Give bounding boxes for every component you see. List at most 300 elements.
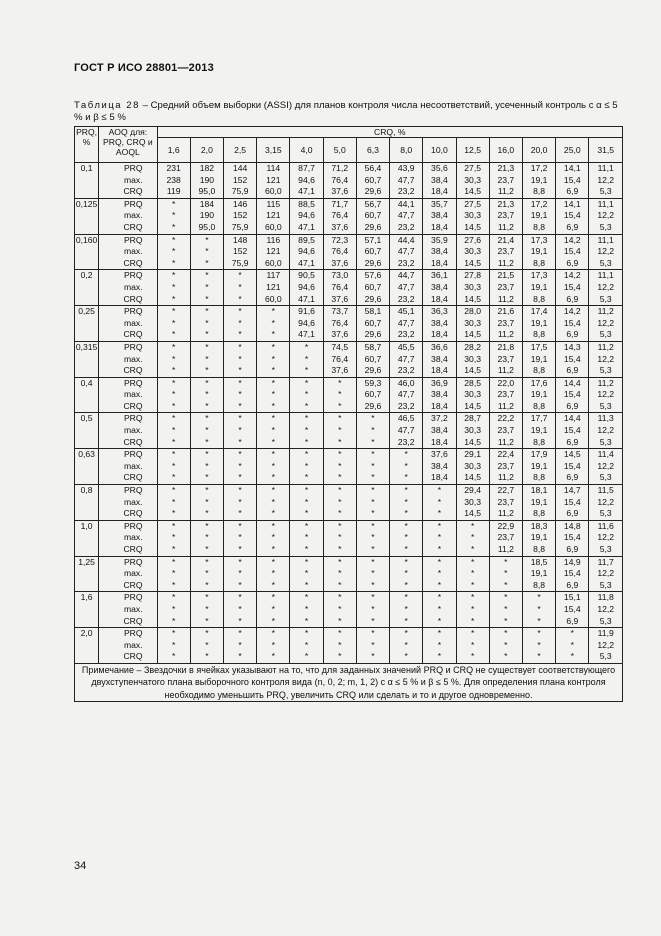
cell-value: * — [404, 496, 408, 507]
data-cell — [556, 377, 589, 413]
cell-value: 11,4 — [597, 449, 614, 460]
data-cell — [489, 592, 522, 628]
cell-value: 17,7 — [530, 413, 548, 424]
cell-value: * — [238, 365, 242, 376]
cell-value: 36,9 — [431, 377, 448, 388]
cell-value: 21,4 — [497, 234, 515, 245]
cell-value: * — [338, 400, 342, 411]
data-cell — [323, 592, 356, 628]
data-cell — [157, 234, 190, 270]
cell-value: * — [437, 496, 442, 507]
cell-value: * — [304, 520, 309, 531]
data-cell — [556, 198, 589, 234]
cell-value: 11,2 — [497, 257, 514, 268]
cell-value: 8,8 — [533, 544, 546, 554]
cell-value: 11,9 — [597, 628, 614, 639]
cell-value: * — [338, 568, 342, 579]
cell-value: 30,3 — [464, 317, 481, 328]
cell-value: * — [238, 306, 242, 317]
data-cell — [157, 306, 190, 342]
data-cell — [157, 592, 190, 628]
cell-value: * — [338, 532, 342, 543]
data-cell — [290, 234, 323, 270]
row-label: max. — [123, 317, 143, 328]
cell-value: * — [205, 472, 209, 483]
cell-value: * — [205, 496, 209, 507]
cell-value: * — [171, 651, 176, 662]
cell-value: 23,7 — [497, 389, 515, 400]
cell-value: 17,4 — [530, 306, 548, 317]
cell-value: 47,1 — [298, 293, 315, 304]
cell-value: * — [205, 651, 209, 662]
data-cell — [589, 449, 623, 485]
cell-value: * — [238, 413, 242, 424]
data-cell — [589, 377, 623, 413]
cell-value: * — [338, 508, 342, 519]
cell-value: * — [570, 651, 574, 662]
cell-value: * — [504, 579, 508, 590]
cell-value: 14,5 — [464, 293, 481, 304]
cell-value: * — [271, 568, 275, 579]
cell-value: * — [338, 520, 342, 531]
cell-value: 11,1 — [597, 234, 614, 245]
data-cell — [190, 198, 223, 234]
prq-value-cell: 1,0 — [75, 520, 99, 556]
cell-value: * — [205, 460, 209, 471]
data-cell — [390, 449, 423, 485]
cell-value: 57,6 — [364, 270, 382, 281]
cell-value: * — [304, 365, 309, 376]
data-cell — [356, 556, 389, 592]
cell-value: 35,9 — [431, 234, 448, 245]
cell-value: 12,2 — [597, 460, 615, 471]
row-labels-cell — [99, 234, 157, 270]
cell-value: 56,4 — [364, 163, 382, 173]
table-row — [75, 485, 623, 521]
cell-value: 23,7 — [497, 246, 515, 257]
cell-value: 19,1 — [530, 353, 548, 364]
cell-value: 15,4 — [563, 568, 581, 579]
data-cell — [522, 341, 555, 377]
cell-value: * — [238, 628, 242, 639]
cell-value: 6,9 — [566, 544, 579, 554]
cell-value: 21,5 — [497, 270, 515, 281]
row-label: CRQ — [123, 329, 143, 340]
cell-value: 19,1 — [530, 460, 548, 471]
data-cell — [423, 163, 456, 199]
cell-value: 14,4 — [563, 377, 581, 388]
table-row — [75, 341, 623, 377]
data-cell — [323, 413, 356, 449]
cell-value: * — [171, 353, 176, 364]
cell-value: * — [238, 651, 242, 662]
row-label: CRQ — [123, 186, 143, 197]
cell-value: 27,6 — [464, 234, 481, 245]
data-cell — [190, 628, 223, 664]
cell-value: 23,7 — [497, 460, 515, 471]
cell-value: 35,7 — [431, 198, 448, 209]
data-cell — [356, 306, 389, 342]
cell-value: 12,2 — [597, 353, 615, 364]
data-cell — [157, 270, 190, 306]
cell-value: 36,1 — [431, 270, 448, 281]
cell-value: 238 — [166, 174, 181, 185]
cell-value: 11,8 — [597, 592, 614, 603]
cell-value: * — [205, 341, 209, 352]
cell-value: * — [238, 329, 242, 340]
data-cell — [190, 449, 223, 485]
data-cell — [290, 377, 323, 413]
row-label: max. — [123, 460, 143, 471]
prq-value-cell: 2,0 — [75, 628, 99, 664]
data-cell — [190, 413, 223, 449]
cell-value: 14,5 — [464, 329, 481, 340]
cell-value: * — [537, 603, 541, 614]
cell-value: 11,2 — [497, 221, 514, 232]
data-cell — [323, 198, 356, 234]
cell-value: 23,7 — [497, 210, 515, 221]
cell-value: 91,6 — [298, 306, 315, 317]
cell-value: 22,9 — [497, 520, 515, 531]
cell-value: * — [437, 592, 442, 603]
data-cell — [390, 628, 423, 664]
cell-value: 28,2 — [464, 341, 481, 352]
data-cell — [456, 234, 489, 270]
cell-value: 18,4 — [431, 472, 448, 483]
cell-value: * — [338, 496, 342, 507]
cell-value: * — [304, 472, 309, 483]
data-cell — [257, 413, 290, 449]
cell-value: * — [171, 508, 176, 519]
cell-value: 18,4 — [431, 257, 448, 268]
data-cell — [290, 163, 323, 199]
cell-value: * — [338, 472, 342, 483]
data-cell — [522, 234, 555, 270]
cell-value: 47,1 — [298, 329, 315, 340]
data-cell — [522, 449, 555, 485]
cell-value: * — [271, 400, 275, 411]
cell-value: 23,2 — [397, 221, 415, 232]
data-cell — [456, 628, 489, 664]
row-label: CRQ — [123, 651, 143, 662]
data-cell — [589, 234, 623, 270]
cell-value: * — [437, 628, 442, 639]
assi-table — [74, 126, 623, 702]
cell-value: * — [238, 520, 242, 531]
cell-value: 60,7 — [364, 246, 382, 257]
cell-value: 12,2 — [597, 568, 615, 579]
cell-value: 148 — [232, 234, 248, 245]
cell-value: 18,4 — [431, 186, 448, 197]
cell-value: 8,8 — [533, 186, 546, 197]
cell-value: * — [271, 377, 275, 388]
cell-value: * — [238, 377, 242, 388]
cell-value: * — [171, 221, 176, 232]
table-row — [75, 628, 623, 664]
crq-value-header: 2,5 — [224, 138, 257, 163]
cell-value: 14,5 — [464, 221, 481, 232]
data-cell — [290, 198, 323, 234]
cell-value: 29,6 — [364, 186, 382, 197]
cell-value: * — [171, 556, 176, 567]
cell-value: 5,3 — [599, 293, 612, 304]
cell-value: 94,6 — [298, 281, 315, 292]
cell-value: 36,3 — [431, 306, 448, 317]
cell-value: 11,2 — [497, 186, 514, 197]
cell-value: 60,7 — [364, 281, 382, 292]
cell-value: 95,0 — [198, 186, 216, 197]
cell-value: * — [504, 603, 508, 614]
row-label: max. — [123, 532, 143, 543]
cell-value: 30,3 — [464, 353, 481, 364]
cell-value: 12,2 — [597, 425, 615, 436]
prq-value-cell: 1,6 — [75, 592, 99, 628]
cell-value: * — [205, 544, 209, 554]
cell-value: 8,8 — [533, 329, 546, 340]
cell-value: * — [304, 544, 309, 554]
data-cell — [390, 163, 423, 199]
cell-value: * — [271, 603, 275, 614]
cell-value: 76,4 — [331, 317, 349, 328]
data-cell — [489, 377, 522, 413]
data-cell — [589, 306, 623, 342]
cell-value: 72,3 — [331, 234, 349, 245]
cell-value: * — [205, 628, 209, 639]
cell-value: * — [171, 365, 176, 376]
cell-value: * — [171, 270, 176, 281]
crq-value-header: 20,0 — [522, 138, 555, 163]
cell-value: 11,2 — [497, 329, 514, 340]
cell-value: * — [238, 281, 242, 292]
cell-value: * — [271, 365, 275, 376]
cell-value: 117 — [266, 270, 281, 281]
cell-value: * — [171, 389, 176, 400]
cell-value: 152 — [232, 210, 248, 221]
data-cell — [456, 377, 489, 413]
cell-value: * — [304, 592, 309, 603]
cell-value: * — [371, 568, 375, 579]
cell-value: 11,2 — [497, 400, 514, 411]
table-note: Примечание – Звездочки в ячейках указывают на то, что для заданных значений PRQ и CRQ не существует соответствующего двухступенчатого плана выборочного контроля вида (n, 0, 2; m, 1, 2) с α ≤ 5 % и β ≤ 5 %. Для определения плана контроля необходимо уменьшить PRQ, увеличить CRQ или сделать и то и другое одновременно. — [75, 663, 623, 701]
cell-value: * — [470, 532, 475, 543]
cell-value: * — [238, 592, 242, 603]
data-cell — [224, 449, 257, 485]
cell-value: 14,5 — [464, 400, 481, 411]
cell-value: 29,1 — [464, 449, 481, 460]
cell-value: 5,3 — [599, 365, 612, 376]
cell-value: 17,3 — [530, 234, 548, 245]
data-cell — [257, 163, 290, 199]
cell-value: 30,3 — [464, 425, 481, 436]
cell-value: 75,9 — [231, 221, 249, 232]
cell-value: * — [304, 532, 309, 543]
row-label: PRQ — [123, 413, 143, 424]
prq-value-cell: 0,8 — [75, 485, 99, 521]
data-cell — [157, 341, 190, 377]
cell-value: * — [171, 615, 176, 626]
cell-value: 45,5 — [397, 341, 415, 352]
data-cell — [157, 449, 190, 485]
cell-value: 60,7 — [364, 210, 382, 221]
cell-value: 23,7 — [497, 317, 515, 328]
cell-value: * — [404, 603, 408, 614]
cell-value: * — [271, 592, 275, 603]
cell-value: * — [171, 628, 176, 639]
cell-value: * — [171, 198, 176, 209]
cell-value: * — [271, 579, 275, 590]
data-cell — [423, 413, 456, 449]
prq-value-cell: 0,2 — [75, 270, 99, 306]
cell-value: * — [371, 413, 375, 424]
cell-value: * — [271, 544, 275, 554]
cell-value: 76,4 — [331, 210, 349, 221]
cell-value: * — [171, 234, 176, 245]
cell-value: 14,8 — [563, 520, 581, 531]
row-label: CRQ — [123, 436, 143, 447]
data-cell — [257, 449, 290, 485]
prq-value-cell: 0,25 — [75, 306, 99, 342]
crq-value-header: 8,0 — [390, 138, 423, 163]
data-cell — [257, 198, 290, 234]
cell-value: 30,3 — [464, 281, 481, 292]
data-cell — [323, 306, 356, 342]
data-cell — [556, 556, 589, 592]
cell-value: * — [504, 592, 508, 603]
cell-value: 35,6 — [431, 163, 448, 173]
cell-value: 23,2 — [397, 293, 415, 304]
cell-value: 73,7 — [331, 306, 349, 317]
data-cell — [556, 449, 589, 485]
cell-value: * — [404, 568, 408, 579]
data-cell — [423, 449, 456, 485]
cell-value: * — [271, 485, 275, 496]
cell-value: * — [205, 365, 209, 376]
header-aoq-label: AOQ для: — [108, 127, 148, 137]
cell-value: * — [404, 460, 408, 471]
cell-value: * — [171, 257, 176, 268]
cell-value: * — [238, 353, 242, 364]
data-cell — [224, 628, 257, 664]
data-cell — [390, 556, 423, 592]
cell-value: * — [338, 544, 342, 554]
crq-value-header: 2,0 — [190, 138, 223, 163]
cell-value: 75,9 — [231, 257, 249, 268]
data-cell — [522, 163, 555, 199]
cell-value: * — [271, 496, 275, 507]
row-labels-cell — [99, 306, 157, 342]
data-cell — [157, 413, 190, 449]
cell-value: * — [504, 568, 508, 579]
data-cell — [290, 556, 323, 592]
cell-value: 21,3 — [497, 198, 515, 209]
cell-value: 11,7 — [597, 556, 614, 567]
cell-value: * — [504, 615, 508, 626]
cell-value: 29,4 — [464, 485, 481, 496]
cell-value: 12,2 — [597, 281, 615, 292]
cell-value: 14,1 — [563, 198, 581, 209]
cell-value: * — [304, 508, 309, 519]
data-cell — [423, 234, 456, 270]
data-cell — [190, 234, 223, 270]
cell-value: * — [304, 496, 309, 507]
cell-value: * — [437, 485, 442, 496]
cell-value: * — [205, 270, 209, 281]
cell-value: 5,3 — [599, 257, 612, 268]
cell-value: * — [371, 436, 375, 447]
cell-value: 12,2 — [597, 174, 615, 185]
cell-value: 11,2 — [597, 377, 614, 388]
data-cell — [390, 198, 423, 234]
cell-value: * — [338, 592, 342, 603]
cell-value: 8,8 — [533, 472, 546, 483]
data-cell — [257, 306, 290, 342]
cell-value: 88,5 — [298, 198, 315, 209]
cell-value: * — [404, 651, 408, 662]
cell-value: 5,3 — [599, 615, 612, 626]
data-cell — [489, 306, 522, 342]
cell-value: * — [171, 639, 176, 650]
cell-value: * — [470, 615, 475, 626]
cell-value: 29,6 — [364, 400, 382, 411]
cell-value: 144 — [232, 163, 248, 173]
data-cell — [489, 198, 522, 234]
cell-value: * — [205, 234, 209, 245]
data-cell — [224, 341, 257, 377]
data-cell — [224, 485, 257, 521]
cell-value: 30,3 — [464, 460, 481, 471]
cell-value: 12,2 — [597, 532, 615, 543]
prq-value-cell: 0,4 — [75, 377, 99, 413]
cell-value: * — [304, 353, 309, 364]
cell-value: * — [371, 639, 375, 650]
row-label: CRQ — [123, 293, 143, 304]
cell-value: 47,7 — [397, 317, 415, 328]
cell-value: * — [205, 556, 209, 567]
cell-value: 37,2 — [431, 413, 448, 424]
cell-value: 19,1 — [530, 568, 548, 579]
cell-value: * — [205, 413, 209, 424]
cell-value: 43,9 — [397, 163, 415, 173]
data-cell — [190, 163, 223, 199]
cell-value: * — [470, 520, 475, 531]
data-cell — [257, 270, 290, 306]
cell-value: 11,6 — [597, 520, 614, 531]
cell-value: 17,3 — [530, 270, 548, 281]
cell-value: 6,9 — [566, 615, 579, 626]
cell-value: * — [271, 651, 275, 662]
cell-value: * — [338, 389, 342, 400]
cell-value: * — [404, 592, 408, 603]
data-cell — [157, 163, 190, 199]
cell-value: * — [338, 425, 342, 436]
cell-value: * — [338, 449, 342, 460]
cell-value: 27,5 — [464, 198, 481, 209]
cell-value: * — [371, 628, 375, 639]
cell-value: 5,3 — [599, 472, 612, 483]
cell-value: * — [304, 651, 309, 662]
cell-value: 115 — [266, 198, 281, 209]
cell-value: 6,9 — [566, 186, 579, 197]
cell-value: * — [404, 544, 408, 554]
cell-value: * — [205, 377, 209, 388]
cell-value: 19,1 — [530, 317, 548, 328]
cell-value: * — [171, 281, 176, 292]
data-cell — [157, 377, 190, 413]
cell-value: * — [205, 306, 209, 317]
cell-value: * — [238, 579, 242, 590]
data-cell — [190, 485, 223, 521]
cell-value: 27,5 — [464, 163, 481, 173]
